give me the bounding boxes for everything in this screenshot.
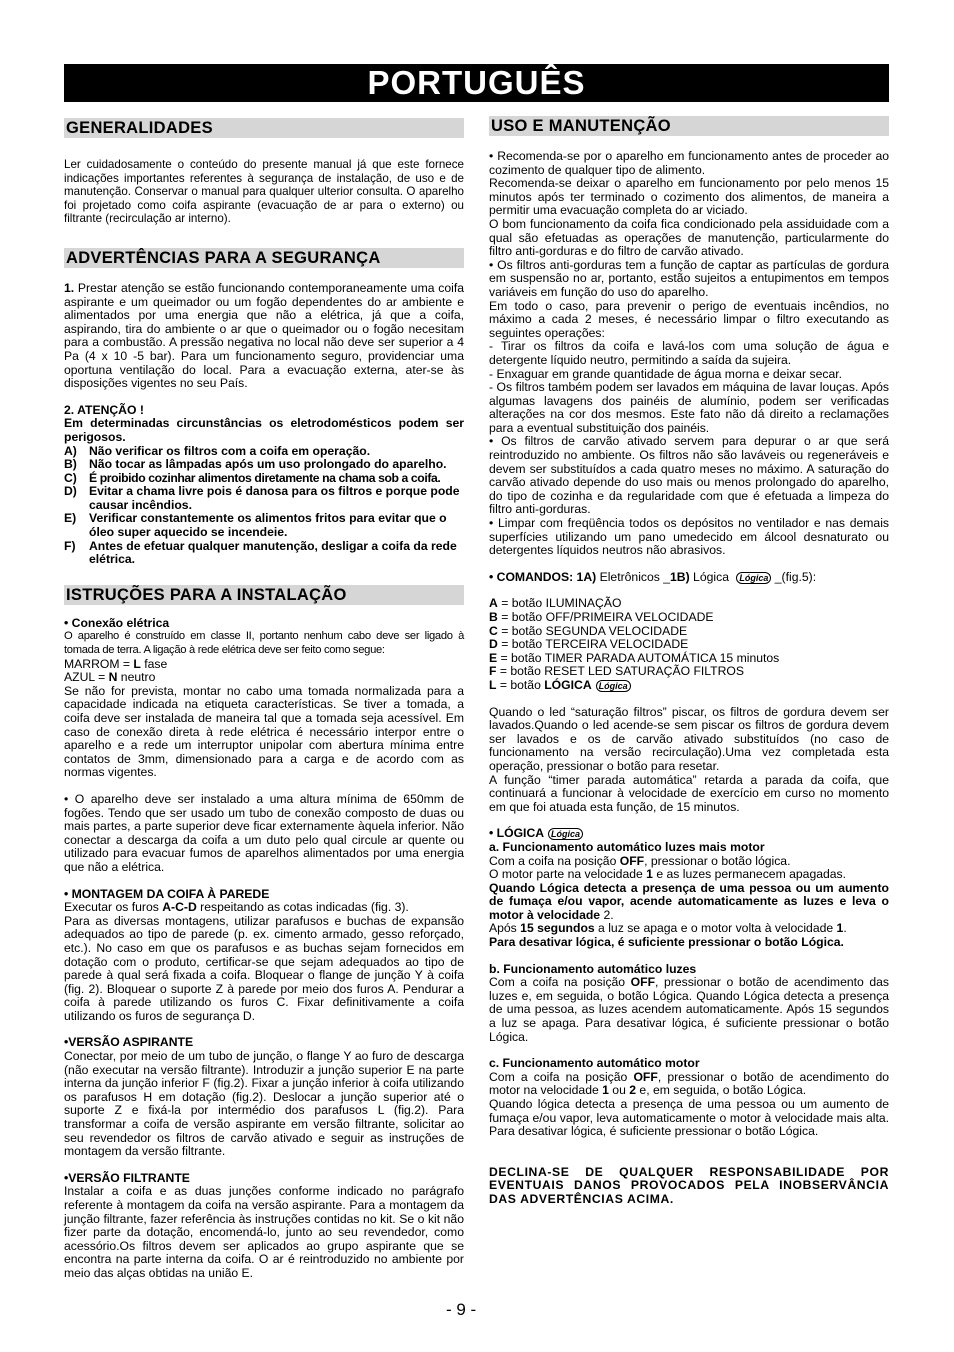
code-key: F — [489, 664, 497, 679]
disclaimer: DECLINA-SE DE QUALQUER RESPONSABILIDADE POR EVENTUAIS DANOS PROVOCADOS PELA INOBSERVÂNCIA DAS ADVERTÊNCIAS ACIMA. — [489, 1164, 889, 1206]
uso-text-2: Recomenda-se deixar o aparelho em funcionamento por pelo menos 15 minutos após ter terminado o cozimento dos alimentos, de maneira a permitir uma evacuação completa do ar viciado. — [489, 176, 889, 218]
text-run: . — [843, 921, 847, 936]
text-run: O motor parte na velocidade — [489, 867, 647, 882]
montagem-text-a: Executar os furos — [64, 900, 163, 915]
text-run: , pressionar o botão lógica. — [644, 853, 791, 868]
code-key: L — [489, 677, 497, 692]
text-run: , pressionar o botão de acendimento das luzes e, em seguida, o botão Lógica. Quando Lógica detecta a presença de uma pessoa, as luzes acendem automaticamente. Após 15 segundos a luz se apaga. Para desativar lógica, é suficiente pressionar o botão Lógica. — [489, 975, 890, 1044]
list-item — [489, 679, 889, 693]
logica-title-text: • LÓGICA — [489, 826, 545, 841]
filtrante-text: Instalar a coifa e as duas junções conforme indicado no parágrafo referente à montagem da coifa na versão aspirante. Para a montagem da junção filtrante, fazer referência às instruções contidas no kit. Se o kit não fizer parte da dotação, encomendá-lo, junto ao seu revendedor, como acessório.Os filtros devem ser aplicados ao grupo aspirante que se encontra na parte interna da coifa. O ar é reintroduzido no ambiente por meio das alças obtidas na união E. — [64, 1184, 464, 1280]
list-item — [64, 485, 464, 512]
list-item-text: Não verificar os filtros com a coifa em operação. — [89, 443, 371, 458]
code-text: = botão TERCEIRA VELOCIDADE — [497, 637, 689, 652]
list-item — [489, 597, 889, 611]
code-key: E — [489, 650, 498, 665]
text-run-bold: OFF — [630, 975, 656, 990]
montagem-text-2: Para as diversas montagens, utilizar parafusos e buchas de expansão adequados ao tipo de parede (p. ex. cimento armado, gesso reforçado, etc.). No caso em que os parafusos e as buchas sejam fornecidos em dotação com o produto, certificar-se que sejam adequados ao tipo de parede à qual será fixada a coifa. Bloquear o flange de junção Y à coifa (fig. 2). Bloquear o suporte Z à parede por meio dos furos A. Pendurar a coifa à parede utilizando os furos C. Fixar definitivamente a coifa utilizando os furos de segurança D. — [64, 913, 464, 1023]
uso-text-1: • Recomenda-se por o aparelho em funcionamento antes de proceder ao cozimento de qualquer tipo de alimento. — [489, 149, 889, 177]
text-run-bold: 1 — [836, 921, 844, 936]
text-run-bold: 1 — [646, 867, 653, 882]
mode-b-text — [489, 976, 889, 1044]
list-item-key: C) — [64, 470, 77, 485]
conexao-text-2: Se não for prevista, montar no cabo uma tomada normalizada para a capacidade indicada na etiqueta características. Se tiver a tomada, a coifa deve ser instalada de maneira tal que a tomada seja acessível. Em caso de conexão direta à rede elétrica é necessário interpor entre o aparelho e a rede um interruptor unipolar com abertura mínima entre contatos de 3mm, dimensionado para a carga e de acordo com as normas vigentes. — [64, 683, 464, 780]
wire-marrom-label: MARROM = — [64, 656, 134, 671]
text-run-bold: OFF — [619, 853, 645, 868]
timer-text: A função “timer parada automática” retarda a parada da coifa, que continuará a funcionar à velocidade de exercício em curso no momento em que foi atuada esta função, de 15 minutos. — [489, 772, 889, 814]
comandos-electronic: Eletrônicos _ — [596, 569, 671, 584]
logica-logo-icon: Lógica — [596, 680, 631, 692]
mode-c-title: c. Funcionamento automático motor — [489, 1056, 700, 1071]
uso-text-3: O bom funcionamento da coifa fica condicionado pela assiduidade com a qual são efetuadas as operações de manutenção, particularmente do filtro anti-gorduras e do filtro de carvão ativado. — [489, 216, 889, 259]
montagem-text-b: A-C-D — [162, 900, 197, 915]
aspirante-text: Conectar, por meio de um tubo de junção, o flange Y ao furo de descarga (não executar na versão filtrante). Introduzir a junção superior E na parte interna da junção inferior F (fig.2). Fixar a junção inferior à coifa utilizando os parafusos H em dotação (fig.2). Deslocar a junção superior até o suporte Z e fixá-la por intermédio dos parafusos L (fig.2). Para transformar a coifa de versão aspirante em versão filtrante, solicitar ao seu revendedor os filtros de carvão ativado e seguir as instruções de montagem da versão filtrante. — [64, 1049, 464, 1159]
comandos-1b: 1B) — [670, 569, 690, 584]
led-text: Quando o led “saturação filtros” piscar, os filtros de gordura devem ser lavados.Quando o led acende-se sem piscar os filtros de gordura devem ser lavados e os de carvão ativado substituídos (no caso de funcionamento na versão recirculação).Uma vez completada esta operação, pressionar o botão para resetar. — [489, 704, 889, 773]
uso-text-7: - Enxaguar em grande quantidade de água morna e deixar secar. — [489, 366, 842, 381]
list-item-key: F) — [64, 538, 76, 553]
wire-marrom — [64, 658, 464, 672]
text-run: 2. — [600, 907, 614, 922]
safety-attention-intro: Em determinadas circunstâncias os eletrodomésticos podem ser perigosos. — [64, 416, 464, 444]
list-item-key: A) — [64, 443, 77, 458]
list-item — [489, 611, 889, 625]
code-key: D — [489, 637, 498, 652]
list-item — [489, 638, 889, 652]
section-heading-instalacao: ISTRUÇÕES PARA A INSTALAÇÃO — [64, 585, 464, 605]
list-item-text: Evitar a chama livre pois é danosa para os filtros e porque pode causar incêndios. — [89, 484, 460, 512]
uso-text-8: - Os filtros também podem ser lavados em máquina de lavar louças. Após algumas lavagens dos painéis de alumínio, podem ser verificadas alterações na cor dos mesmos. Este fato não dá direito a reclamações para a eventual substituição dos painéis. — [489, 380, 889, 435]
wire-azul-value: neutro — [117, 670, 156, 685]
text-run: a luz se apaga e o motor volta à velocidade — [594, 921, 837, 936]
code-text: = botão SEGUNDA VELOCIDADE — [497, 623, 688, 638]
list-item-key: D) — [64, 484, 77, 499]
section-heading-uso: USO E MANUTENÇÃO — [489, 116, 889, 136]
page-number: - 9 - — [446, 1300, 477, 1319]
left-column — [64, 118, 464, 1281]
text-run: ou — [608, 1083, 630, 1098]
list-item-text: Verificar constantemente os alimentos fritos para evitar que o óleo super aquecido se incendeie. — [89, 511, 447, 540]
logica-logo-icon: Lógica — [548, 828, 583, 840]
mode-c-text-1 — [489, 1071, 889, 1098]
aspirante-title: •VERSÃO ASPIRANTE — [64, 1035, 194, 1050]
montagem-text-1 — [64, 901, 464, 915]
text-run-bold: 15 segundos — [520, 921, 595, 936]
text-run: e, em seguida, o botão Lógica. — [636, 1083, 807, 1098]
uso-text-6: - Tirar os filtros da coifa e lavá-los com uma solução de água e detergente líquido neutro, permitindo a saída da sujeira. — [489, 339, 889, 367]
uso-text-10: • Limpar com freqüência todos os depósitos no ventilador e nas demais superfícies utilizando um pano umedecido em álcool desnaturato ou detergentes líquidos neutros não abrasivos. — [489, 516, 889, 558]
mode-a-text-4 — [489, 922, 889, 936]
uso-text-4: • Os filtros anti-gorduras tem a função de captar as partículas de gordura em suspensão no ar, portanto, estão sujeitos a entupimentos em tempos variáveis em função do uso do aparelho. — [489, 257, 889, 299]
filtrante-title: •VERSÃO FILTRANTE — [64, 1170, 190, 1185]
wire-azul-label: AZUL = — [64, 670, 109, 685]
list-item-text: Não tocar as lâmpadas após um uso prolongado do aparelho. — [89, 457, 447, 472]
text-run-bold: 2 — [629, 1083, 637, 1098]
mode-a-text-5: Para desativar lógica, é suficiente pressionar o botão Lógica. — [489, 935, 844, 950]
code-key: B — [489, 610, 498, 624]
list-item — [64, 540, 464, 567]
uso-text-9: • Os filtros de carvão ativado servem para depurar o ar que será reintroduzido no ambiente. Os filtros não são laváveis ou regeneráveis e devem ser substituídos a cada quatro meses no máximo. A saturação do carvão ativado depende do uso mais ou menos prolongado do aparelho, do tipo de cozinha e da regularidade com que é efetuada a limpeza do filtro anti-gorduras. — [489, 434, 889, 517]
code-text-bold: LÓGICA — [544, 677, 592, 692]
text-run: , pressionar o botão de acendimento do motor na velocidade — [489, 1069, 890, 1098]
comandos-fig: _(fig.5): — [771, 569, 817, 584]
safety-number-1: 1. — [64, 280, 75, 295]
text-run: Com a coifa na posição — [489, 1069, 634, 1084]
list-item — [64, 458, 464, 472]
text-run: Com a coifa na posição — [489, 853, 620, 868]
altura-text: • O aparelho deve ser instalado a uma altura mínima de 650mm de fogões. Tendo que ser usado um tubo de conexão composto de duas ou mais partes, a parte superior deve ficar externamente àquela inferior. Não conectar a descarga da coifa a um duto pelo qual circule ar quente ou utilizado para evacuar fumos de aparelhos alimentados por uma energia que não a elétrica. — [64, 791, 464, 874]
wire-marrom-value: fase — [140, 656, 168, 671]
text-run-bold: Quando Lógica detecta a presença de uma pessoa ou um aumento de fumaça e/ou vapor, acende automaticamente as luzes e leva o motor à velocidade — [489, 880, 889, 922]
text-run-bold: 1 — [602, 1083, 609, 1098]
montagem-title: • MONTAGEM DA COIFA À PAREDE — [64, 886, 270, 901]
comandos-logic: Lógica — [689, 569, 733, 584]
list-item-text: Antes de efetuar qualquer manutenção, desligar a coifa da rede elétrica. — [89, 538, 457, 567]
list-item — [64, 512, 464, 539]
safety-text-1: Prestar atenção se estão funcionando contemporaneamente uma coifa aspirante e um queimador ou um fogão dependentes do ar ambiente e alimentados por uma energia que não a elétrica, já que a coifa, aspirando, tira do ambiente o ar que o queimador ou o fogão necesitam para a combustão. A pressão negativa no local não deve ser superior a 4 Pa (4 x 10 -5 bar). Para um funcionamento seguro, providenciar uma oportuna ventilação do local. Para a evacuação externa, ater-se às disposições vigentes no seu País. — [64, 280, 464, 391]
list-item — [64, 472, 464, 486]
montagem-text-c: respeitando as cotas indicadas (fig. 3). — [196, 900, 409, 915]
safety-paragraph-1 — [64, 282, 464, 391]
safety-attention-title: 2. ATENÇÃO ! — [64, 402, 144, 417]
wire-azul — [64, 671, 464, 685]
code-text: = botão ILUMINAÇÃO — [497, 596, 622, 611]
conexao-title: • Conexão elétrica — [64, 615, 170, 630]
text-run: Com a coifa na posição — [489, 975, 631, 990]
list-item-key: E) — [64, 511, 77, 526]
mode-b-title: b. Funcionamento automático luzes — [489, 961, 697, 976]
section-heading-generalidades: GENERALIDADES — [64, 118, 464, 138]
button-codes — [489, 597, 889, 692]
list-item — [64, 445, 464, 459]
code-text: = botão OFF/PRIMEIRA VELOCIDADE — [497, 610, 714, 624]
page-title-banner: PORTUGUÊS — [64, 64, 889, 102]
code-key: A — [489, 596, 498, 611]
comandos-line — [489, 571, 889, 585]
code-key: C — [489, 623, 498, 638]
list-item-key: B) — [64, 457, 77, 472]
comandos-label: • COMANDOS: 1A) — [489, 569, 597, 584]
wire-marrom-key: L — [133, 656, 141, 671]
logica-title — [489, 827, 889, 841]
mode-a-text-3 — [489, 882, 889, 923]
mode-a-text-1 — [489, 855, 889, 869]
list-item — [489, 652, 889, 666]
code-text: = botão — [496, 677, 545, 692]
mode-a-text-2 — [489, 868, 889, 882]
text-run: e as luzes permanecem apagadas. — [652, 867, 847, 882]
list-item — [489, 665, 889, 679]
right-column — [489, 116, 889, 1207]
wire-azul-key: N — [108, 670, 118, 685]
list-item — [489, 625, 889, 639]
safety-list — [64, 445, 464, 567]
conexao-text-1: O aparelho é construído em classe II, portanto nenhum cabo deve ser ligado à tomada de terra. A ligação à rede elétrica deve ser feito como segue: — [64, 630, 464, 657]
mode-a-title: a. Funcionamento automático luzes mais motor — [489, 839, 765, 854]
list-item-text: É proibido cozinhar alimentos diretamente na chama sob a coifa. — [89, 470, 441, 485]
text-run-bold: OFF — [633, 1069, 658, 1084]
text-run: Após — [489, 921, 521, 936]
uso-text-5: Em todo o caso, para prevenir o perigo de eventuais incêndios, no máximo a cada 2 meses, é necessário limpar o filtro executando as seguintes operações: — [489, 298, 889, 340]
mode-c-text-2: Quando lógica detecta a presença de uma pessoa ou um aumento de fumaça e/ou vapor, leva automaticamente o motor à velocidade mais alta. Para desativar lógica, é suficiente pressionar o botão Lógica. — [489, 1097, 889, 1139]
section-heading-seguranca: ADVERTÊNCIAS PARA A SEGURANÇA — [64, 248, 464, 268]
code-text: = botão TIMER PARADA AUTOMÁTICA 15 minutos — [497, 650, 780, 665]
generalidades-text: Ler cuidadosamente o conteúdo do presente manual já que este fornece indicações importantes referentes à segurança de instalação, de uso e de manutenção. Conservar o manual para qualquer ulterior consulta. O aparelho foi projetado como coifa aspirante (evacuação de ar para o externo) ou filtrante (recirculação ar interno). — [64, 158, 464, 226]
code-text: = botão RESET LED SATURAÇÃO FILTROS — [496, 664, 745, 679]
logica-logo-icon: Lógica — [736, 572, 771, 584]
